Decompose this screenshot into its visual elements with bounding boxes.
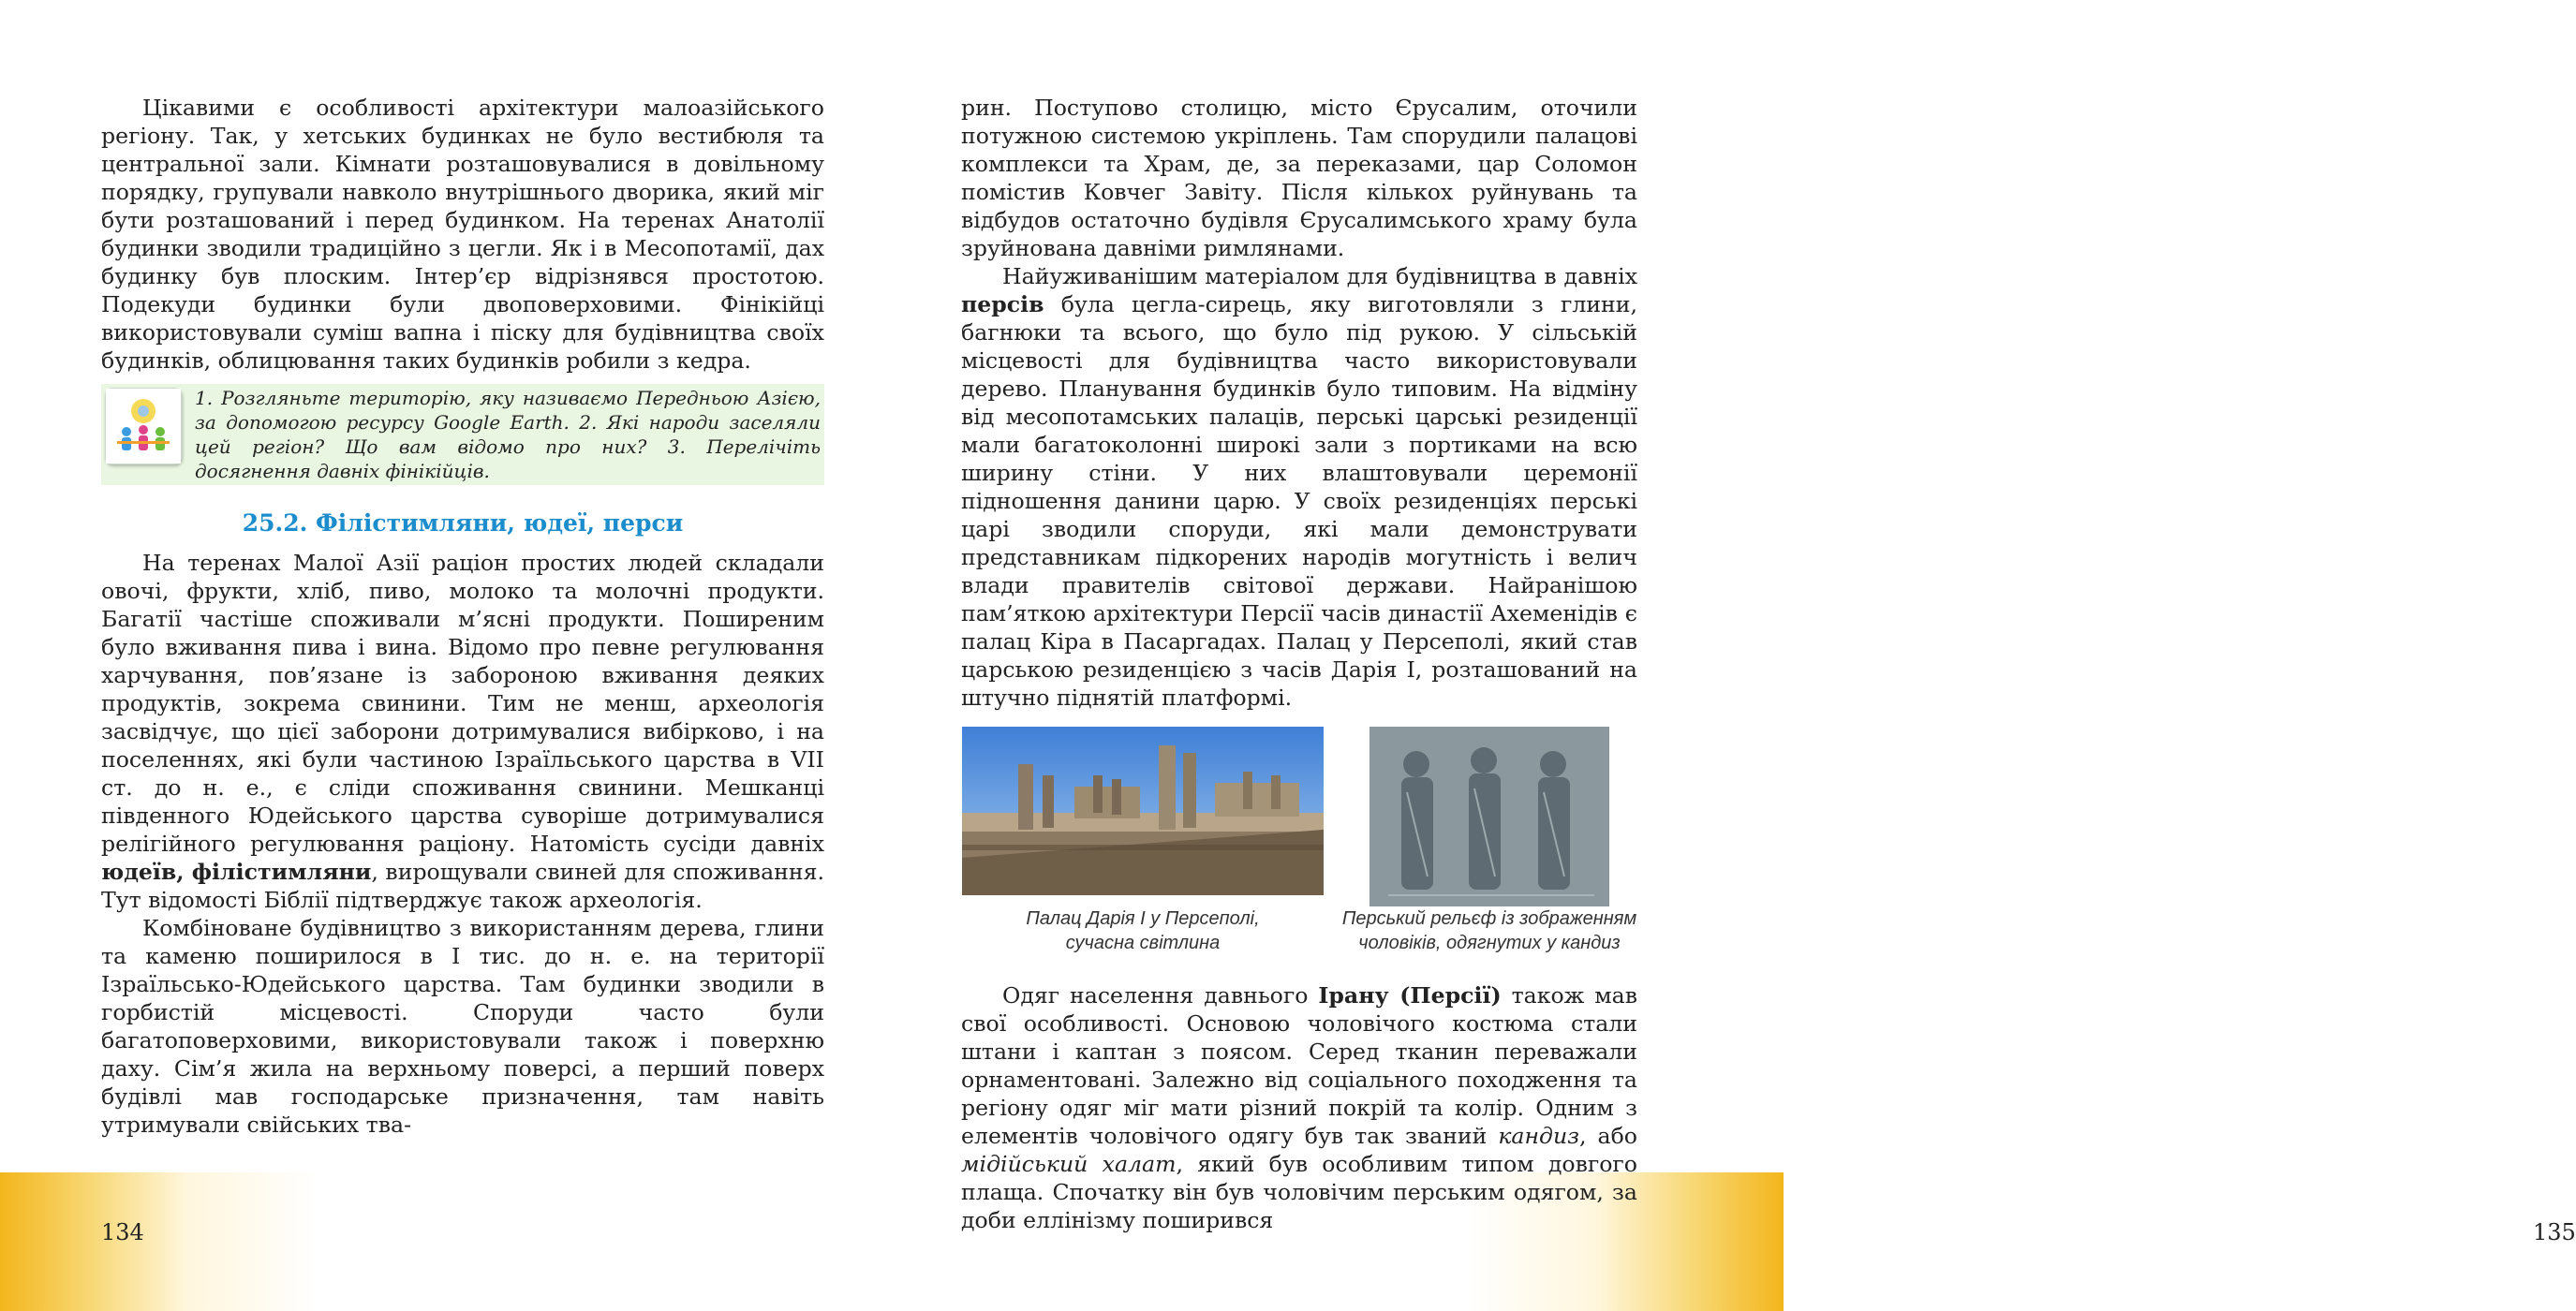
figure-caption-relief: Перський рельєф із зображенням чоловіків, одягнутих у кандиз <box>1341 908 1637 953</box>
right-column <box>961 94 1637 1234</box>
page-number-right: 135 <box>2533 1219 2576 1245</box>
task-text: 1. Розгляньте територію, яку називаємо Передньою Азією, за допомогою ресурсу Google Earth. 2. Які народи заселяли цей регіон? Що вам відомо про них? 3. Перелічіть досягнення давніх фінікійців. <box>195 387 821 482</box>
paragraph-architecture: Цікавими є особливості архітектури малоазійського регіону. Так, у хетських будинках не було вестибюля та центральної зали. Кімнати розташовувалися в довільному порядку, групували навколо внутрішнього дворика, який міг бути розташований і перед будинком. На теренах Анатолії будинки зводили традиційно з цегли. Як і в Месопотамії, дах будинку був плоским. Інтер’єр відрізнявся простотою. Подекуди будинки були двоповерховими. Фінікійці використовували суміш вапна і піску для будівництва своїх будинків, облицювання таких будинків робили з кедра. <box>101 95 824 374</box>
italic-term: кандиз <box>1498 1123 1580 1149</box>
section-heading: 25.2. Філістимляни, юдеї, перси <box>242 509 684 537</box>
figure-relief <box>1323 727 1656 955</box>
group-work-icon <box>105 388 182 464</box>
left-page <box>0 0 892 1311</box>
figure-persepolis <box>955 727 1330 955</box>
paragraph-diet: На теренах Малої Азії раціон простих людей складали овочі, фрукти, хліб, пиво, молоко та молочні продукти. Багатії частіше споживали м’ясні продукти. Поширеним було вживання пива і вина. Відомо про певне регулювання харчування, пов’язане із забороною вживання деяких продуктів, зокрема свинини. Тим не менш, археологія засвідчує, що цієї заборони дотримувалися вибірково, і на поселеннях, які були частиною Ізраїльського царства в VII ст. до н. е., є сліди споживання свинини. Мешканці південного Юдейського царства суворіше дотримувалися релігійного регулювання раціону. Натомість сусіди давніх юдеїв, філістимляни, вирощували свиней для споживання. Тут відомості Біблії підтверджує також археологія. <box>101 550 824 913</box>
paragraph-construction: Комбіноване будівництво з використанням дерева, глини та каменю поширилося в І тис. до н. е. на території Ізраїльсько-Юдейського царства. Там будинки зводили в горбистій місцевості. Споруди часто були багатоповерховими, використовували також і поверхню даху. Сім’я жила на верхньому поверсі, а перший поверх будівлі мав господарське призначення, там навіть утримували свійських тва- <box>101 915 824 1138</box>
figure-caption-persepolis: Палац Дарія І у Персеполі, сучасна світлина <box>1026 908 1260 953</box>
bold-term: Ірану (Персії) <box>1318 982 1502 1009</box>
relief-photo <box>1369 727 1609 906</box>
bold-term: юдеїв, філістимляни <box>101 859 372 885</box>
left-column <box>101 94 824 1139</box>
task-box <box>101 384 824 485</box>
bold-term: персів <box>961 291 1044 317</box>
page-number-left: 134 <box>101 1219 144 1245</box>
right-page <box>892 0 2576 1311</box>
paragraph-jerusalem: рин. Поступово столицю, місто Єрусалим, оточили потужною системою укріплень. Там спорудили палацові комплекси та Храм, де, за переказами, цар Соломон помістив Ковчег Завіту. Після кількох руйнувань та відбудов остаточно будівля Єрусалимського храму була зруйнована давніми римлянами. <box>961 95 1637 261</box>
paragraph-persian-building: Найуживанішим матеріалом для будівництва в давніх персів була цегла-сирець, яку виготовляли з глини, багнюки та всього, що було під рукою. У сільській місцевості для будівництва часто використовували дерево. Планування будинків було типовим. На відміну від месопотамських палаців, перські царські резиденції мали багатоколонні широкі зали з портиками на всю ширину стіни. У них влаштовували церемонії підношення данини царю. У своїх резиденціях перські царі зводили споруди, які мали демонструвати представникам підкорених народів могутність і велич влади правителів світової держави. Найранішою пам’яткою архітектури Персії часів династії Ахеменідів є палац Кіра в Пасаргадах. Палац у Персеполі, який став царською резиденцією з часів Дарія І, розташований на штучно піднятій платформі. <box>961 263 1637 711</box>
italic-term: мідійський халат <box>961 1151 1177 1177</box>
figures-row <box>961 727 1637 963</box>
paragraph-clothing: Одяг населення давнього Ірану (Персії) також мав свої особливості. Основою чоловічого костюма стали штани і каптан з поясом. Серед тканин переважали орнаментовані. Залежно від соціального походження та регіону одяг міг мати різний покрій та колір. Одним з елементів чоловічого одягу був так званий кандиз, або мідійський халат, який був особливим типом довгого плаща. Спочатку він був чоловічим перським одягом, за доби еллінізму поширився <box>961 982 1637 1233</box>
persepolis-photo <box>962 727 1324 895</box>
